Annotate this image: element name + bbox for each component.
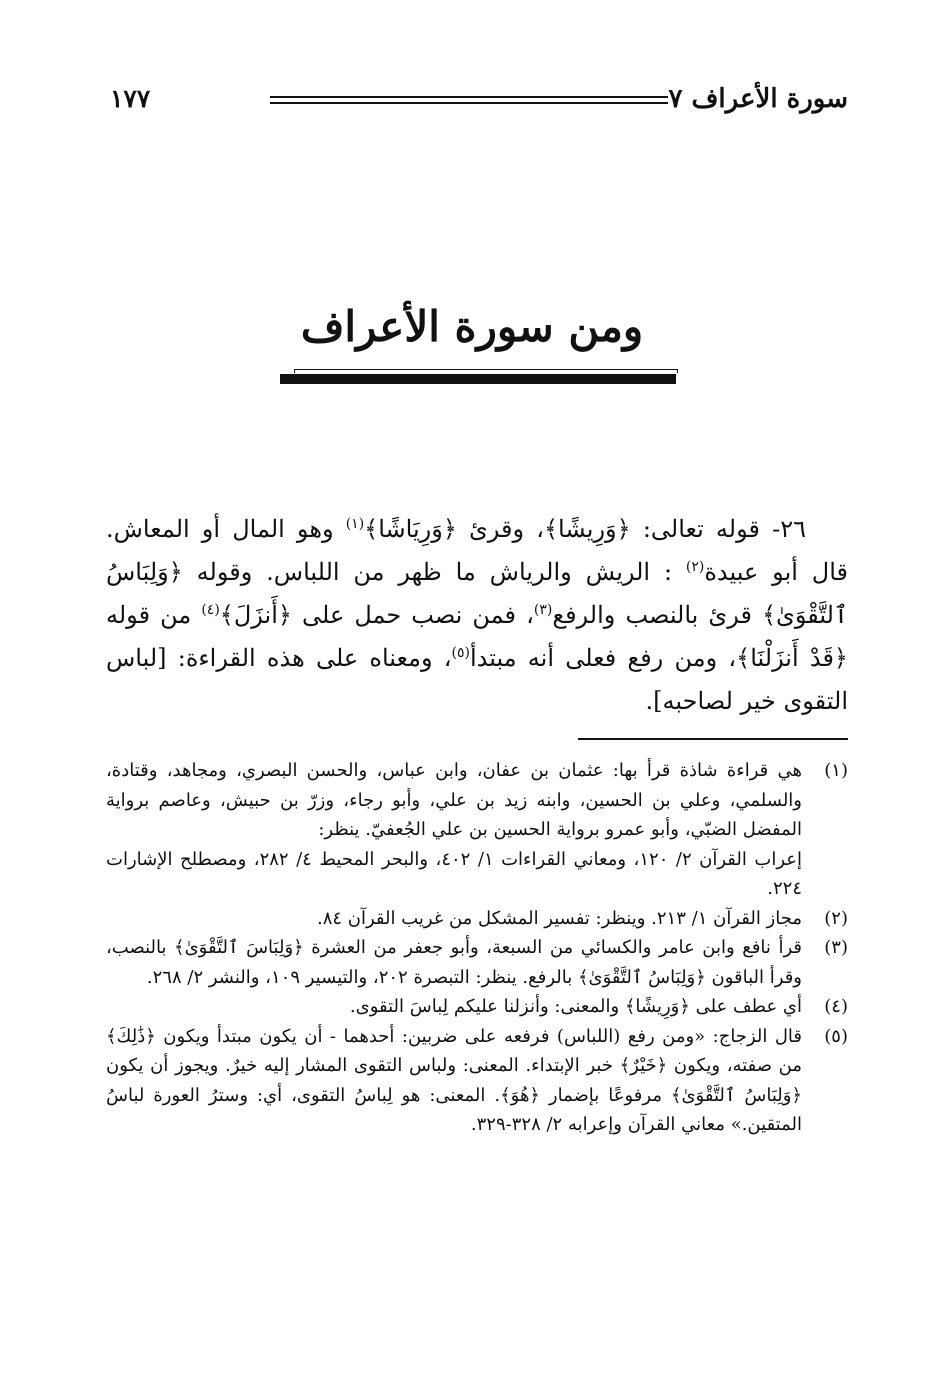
footnote-text: مجاز القرآن ١/ ٢١٣. وينظر: تفسير المشكل من غريب القرآن ٨٤.: [316, 907, 802, 929]
footnote-body: [106, 756, 802, 904]
footnote-1: [106, 756, 848, 904]
running-header: [108, 82, 848, 122]
page-number: ١٧٧: [110, 84, 151, 113]
footnote-text: قال الزجاج: «ومن رفع (اللباس) فرفعه على ضربين: أحدهما - أن يكون مبتدأ ويكون ﴿ذَٰلِكَ﴾ من صفته، ويكون ﴿خَيْرٌ﴾ خبر الإبتداء. المعنى: ولباس التقوى المشار إليه خيرٌ. ويجوز أن يكون ﴿وَلِبَاسُ ٱلتَّقْوَىٰ﴾ مرفوعًا بإضمار ﴿هُوَ﴾. المعنى: هو لِباسُ التقوى، أي: وسترُ العورة لباسُ المتقين.» معاني القرآن وإعرابه ٢/ ٣٢٨-٣٢٩.: [106, 1025, 802, 1135]
surah-label: سورة الأعراف ٧: [668, 84, 848, 114]
footnote-ref-5[interactable]: (٥): [451, 645, 470, 661]
footnote-text: قرأ نافع وابن عامر والكسائي من السبعة، وأبو جعفر من العشرة ﴿وَلِبَاسَ ٱلتَّقْوَىٰ﴾ بالنصب، وقرأ الباقون ﴿وَلِبَاسُ ٱلتَّقْوَىٰ﴾ بالرفع. ينظر: التبصرة ٢٠٢، والتيسير ١٠٩، والنشر ٢/ ٢٦٨.: [106, 937, 802, 988]
footnote-separator: [578, 738, 848, 740]
title-ornament-rule: [280, 372, 676, 386]
footnote-text: هي قراءة شاذة قرأ بها: عثمان بن عفان، وابن عباس، والحسن البصري، ومجاهد، وقتادة، والسلمي، وعلي بن الحسين، وابنه زيد بن علي، وأبو رجاء، وزرّ بن حبيش، وعاصم برواية المفضل الضبّي، وأبو عمرو برواية الحسين بن علي الجُعفيّ. ينظر:: [106, 760, 802, 840]
header-double-rule: [270, 96, 668, 104]
footnote-number: (١): [824, 760, 848, 781]
footnote-ref-4[interactable]: (٤): [201, 602, 220, 618]
footnote-3: [106, 933, 848, 992]
footnote-5: [106, 1022, 848, 1140]
verse-paragraph: [106, 508, 848, 723]
verse-number: ٢٦-: [772, 515, 806, 543]
footnote-ref-2[interactable]: (٢): [685, 559, 705, 575]
verse-text-c: : الريش والرياش ما ظهر من اللباس. وقوله ﴿وَلِبَاسُ ٱلتَّقْوَىٰ﴾ قرئ بالنصب والرفع: [106, 558, 848, 629]
footnote-sources: إعراب القرآن ٢/ ١٢٠، ومعاني القراءات ١/ ٤٠٢، والبحر المحيط ٤/ ٢٨٢، ومصطلح الإشارات ٢٢٤.: [106, 848, 803, 899]
footnote-number: (٥): [824, 1025, 848, 1047]
verse-text-a: قوله تعالى: ﴿وَرِيشًا﴾، وقرئ ﴿وَرِيَاشًا﴾: [364, 515, 773, 543]
footnotes: [106, 756, 848, 1140]
footnote-ref-1[interactable]: (١): [345, 516, 365, 532]
footnote-4: [106, 992, 848, 1022]
footnote-number: (٤): [824, 996, 848, 1017]
footnote-text: أي عطف على ﴿وَرِيشًا﴾ والمعنى: وأنزلنا عليكم لِباسَ التقوى.: [349, 996, 802, 1017]
footnote-2: [106, 904, 848, 934]
footnote-number: (٢): [824, 907, 848, 929]
verse-text-b: وهو المال أو المعاش. قال أبو عبيدة: [106, 515, 848, 586]
footnote-ref-3[interactable]: (٣): [533, 602, 553, 618]
chapter-title: ومن سورة الأعراف: [300, 302, 644, 351]
verse-text-f: ، ومعناه على هذه القراءة: [لباس التقوى خير لصاحبه].: [106, 644, 848, 715]
ornament-thick-line: [280, 374, 676, 384]
footnote-number: (٣): [824, 937, 848, 958]
verse-text-d: ، فمن نصب حمل على ﴿أَنزَلَ﴾: [219, 601, 534, 629]
main-text: [106, 508, 848, 723]
ornament-thin-line: [294, 369, 678, 373]
verse-text-e: من قوله ﴿قَدْ أَنزَلْنَا﴾، ومن رفع فعلى أنه مبتدأ: [106, 601, 848, 672]
